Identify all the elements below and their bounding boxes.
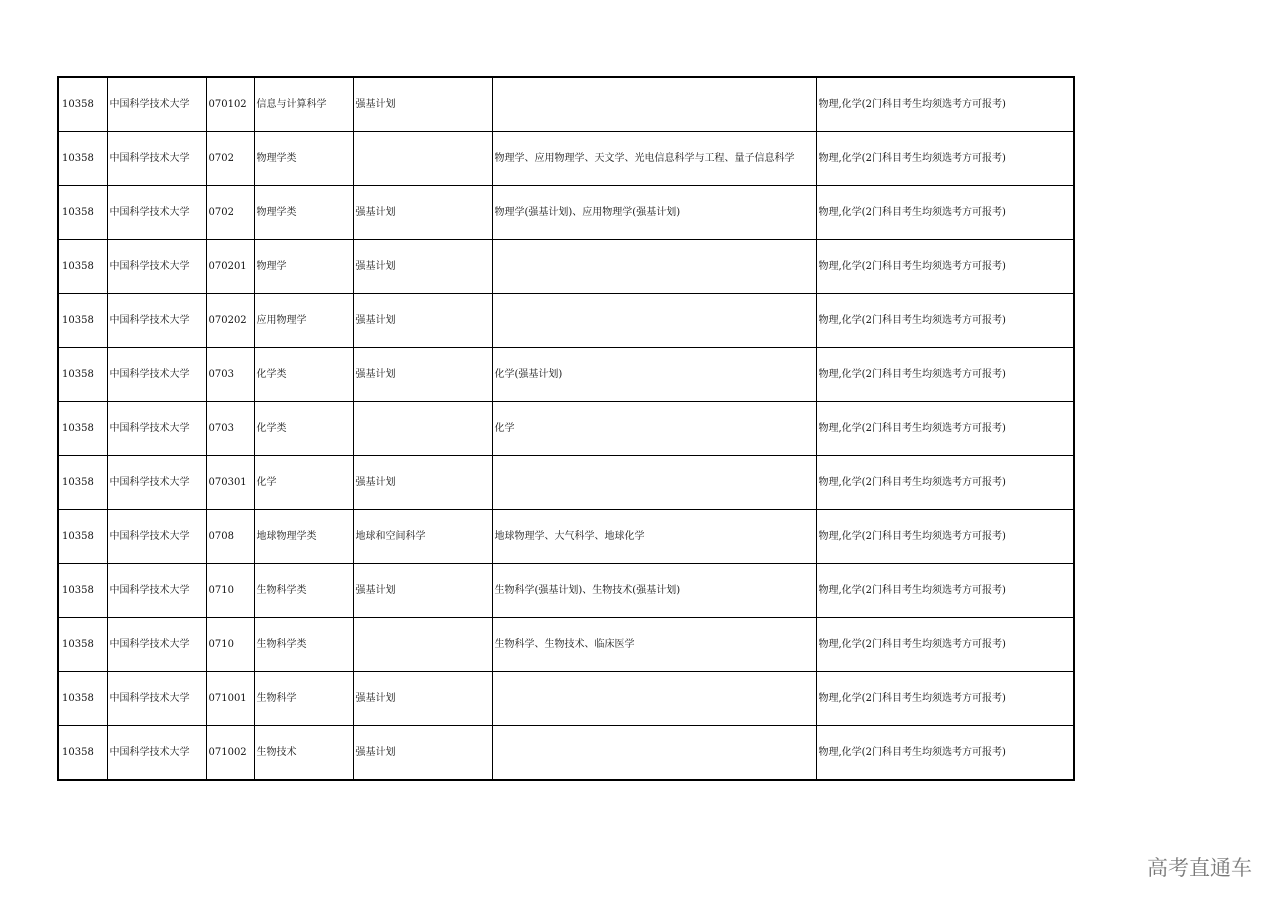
cell-included-majors: 物理学、应用物理学、天文学、光电信息科学与工程、量子信息科学 (492, 132, 816, 186)
table-row (58, 510, 1074, 564)
table-body (58, 77, 1074, 780)
cell-plan-type: 地球和空间科学 (353, 510, 492, 564)
cell-school-code: 10358 (58, 77, 107, 132)
cell-school-name: 中国科学技术大学 (107, 618, 206, 672)
cell-subject-requirement: 物理,化学(2门科目考生均须选考方可报考) (816, 672, 1074, 726)
cell-major-code: 0710 (206, 564, 254, 618)
cell-school-code: 10358 (58, 510, 107, 564)
cell-subject-requirement: 物理,化学(2门科目考生均须选考方可报考) (816, 348, 1074, 402)
cell-major-code: 0703 (206, 348, 254, 402)
cell-plan-type: 强基计划 (353, 186, 492, 240)
cell-included-majors (492, 726, 816, 781)
cell-major-name: 物理学 (254, 240, 353, 294)
cell-plan-type: 强基计划 (353, 294, 492, 348)
cell-included-majors (492, 672, 816, 726)
cell-school-name: 中国科学技术大学 (107, 672, 206, 726)
cell-school-code: 10358 (58, 564, 107, 618)
cell-major-name: 化学 (254, 456, 353, 510)
cell-major-name: 地球物理学类 (254, 510, 353, 564)
cell-major-name: 生物科学类 (254, 618, 353, 672)
cell-plan-type (353, 618, 492, 672)
table-row (58, 348, 1074, 402)
cell-school-name: 中国科学技术大学 (107, 510, 206, 564)
table-row (58, 726, 1074, 781)
cell-plan-type: 强基计划 (353, 348, 492, 402)
cell-major-name: 生物科学类 (254, 564, 353, 618)
cell-major-name: 物理学类 (254, 132, 353, 186)
cell-school-name: 中国科学技术大学 (107, 77, 206, 132)
cell-subject-requirement: 物理,化学(2门科目考生均须选考方可报考) (816, 618, 1074, 672)
cell-subject-requirement: 物理,化学(2门科目考生均须选考方可报考) (816, 240, 1074, 294)
cell-included-majors (492, 240, 816, 294)
cell-major-code: 0710 (206, 618, 254, 672)
cell-included-majors (492, 294, 816, 348)
cell-major-code: 0702 (206, 132, 254, 186)
cell-school-code: 10358 (58, 618, 107, 672)
cell-school-code: 10358 (58, 186, 107, 240)
cell-school-name: 中国科学技术大学 (107, 402, 206, 456)
table-row (58, 294, 1074, 348)
cell-major-name: 应用物理学 (254, 294, 353, 348)
cell-major-code: 071001 (206, 672, 254, 726)
cell-school-name: 中国科学技术大学 (107, 240, 206, 294)
cell-major-name: 生物技术 (254, 726, 353, 781)
cell-school-name: 中国科学技术大学 (107, 348, 206, 402)
cell-school-name: 中国科学技术大学 (107, 132, 206, 186)
cell-plan-type: 强基计划 (353, 564, 492, 618)
cell-major-code: 0702 (206, 186, 254, 240)
cell-subject-requirement: 物理,化学(2门科目考生均须选考方可报考) (816, 132, 1074, 186)
cell-major-code: 0703 (206, 402, 254, 456)
cell-plan-type: 强基计划 (353, 726, 492, 781)
cell-included-majors: 生物科学(强基计划)、生物技术(强基计划) (492, 564, 816, 618)
cell-major-code: 071002 (206, 726, 254, 781)
table-row (58, 456, 1074, 510)
cell-included-majors (492, 77, 816, 132)
cell-subject-requirement: 物理,化学(2门科目考生均须选考方可报考) (816, 402, 1074, 456)
cell-school-name: 中国科学技术大学 (107, 456, 206, 510)
cell-school-code: 10358 (58, 672, 107, 726)
cell-subject-requirement: 物理,化学(2门科目考生均须选考方可报考) (816, 456, 1074, 510)
table-row (58, 132, 1074, 186)
cell-school-code: 10358 (58, 726, 107, 781)
cell-subject-requirement: 物理,化学(2门科目考生均须选考方可报考) (816, 564, 1074, 618)
table-row (58, 186, 1074, 240)
cell-plan-type (353, 402, 492, 456)
watermark-text: 高考直通车 (1147, 856, 1252, 880)
cell-major-name: 生物科学 (254, 672, 353, 726)
cell-major-name: 物理学类 (254, 186, 353, 240)
cell-plan-type: 强基计划 (353, 77, 492, 132)
cell-included-majors: 化学 (492, 402, 816, 456)
cell-included-majors: 化学(强基计划) (492, 348, 816, 402)
cell-school-name: 中国科学技术大学 (107, 564, 206, 618)
admission-table (57, 76, 1075, 781)
cell-major-name: 化学类 (254, 402, 353, 456)
table-row (58, 77, 1074, 132)
cell-major-code: 070201 (206, 240, 254, 294)
table-row (58, 564, 1074, 618)
cell-school-code: 10358 (58, 348, 107, 402)
table-row (58, 402, 1074, 456)
cell-included-majors: 生物科学、生物技术、临床医学 (492, 618, 816, 672)
cell-major-code: 0708 (206, 510, 254, 564)
cell-included-majors: 地球物理学、大气科学、地球化学 (492, 510, 816, 564)
cell-plan-type: 强基计划 (353, 240, 492, 294)
cell-subject-requirement: 物理,化学(2门科目考生均须选考方可报考) (816, 726, 1074, 781)
cell-school-code: 10358 (58, 456, 107, 510)
table-row (58, 672, 1074, 726)
cell-school-name: 中国科学技术大学 (107, 726, 206, 781)
cell-included-majors: 物理学(强基计划)、应用物理学(强基计划) (492, 186, 816, 240)
cell-school-name: 中国科学技术大学 (107, 294, 206, 348)
table-row (58, 240, 1074, 294)
cell-major-code: 070102 (206, 77, 254, 132)
cell-school-code: 10358 (58, 132, 107, 186)
cell-major-name: 化学类 (254, 348, 353, 402)
cell-subject-requirement: 物理,化学(2门科目考生均须选考方可报考) (816, 510, 1074, 564)
cell-major-code: 070202 (206, 294, 254, 348)
cell-plan-type (353, 132, 492, 186)
cell-school-code: 10358 (58, 240, 107, 294)
cell-included-majors (492, 456, 816, 510)
cell-subject-requirement: 物理,化学(2门科目考生均须选考方可报考) (816, 186, 1074, 240)
cell-school-name: 中国科学技术大学 (107, 186, 206, 240)
cell-school-code: 10358 (58, 402, 107, 456)
cell-plan-type: 强基计划 (353, 456, 492, 510)
cell-subject-requirement: 物理,化学(2门科目考生均须选考方可报考) (816, 77, 1074, 132)
cell-school-code: 10358 (58, 294, 107, 348)
cell-subject-requirement: 物理,化学(2门科目考生均须选考方可报考) (816, 294, 1074, 348)
cell-plan-type: 强基计划 (353, 672, 492, 726)
table-row (58, 618, 1074, 672)
cell-major-code: 070301 (206, 456, 254, 510)
cell-major-name: 信息与计算科学 (254, 77, 353, 132)
